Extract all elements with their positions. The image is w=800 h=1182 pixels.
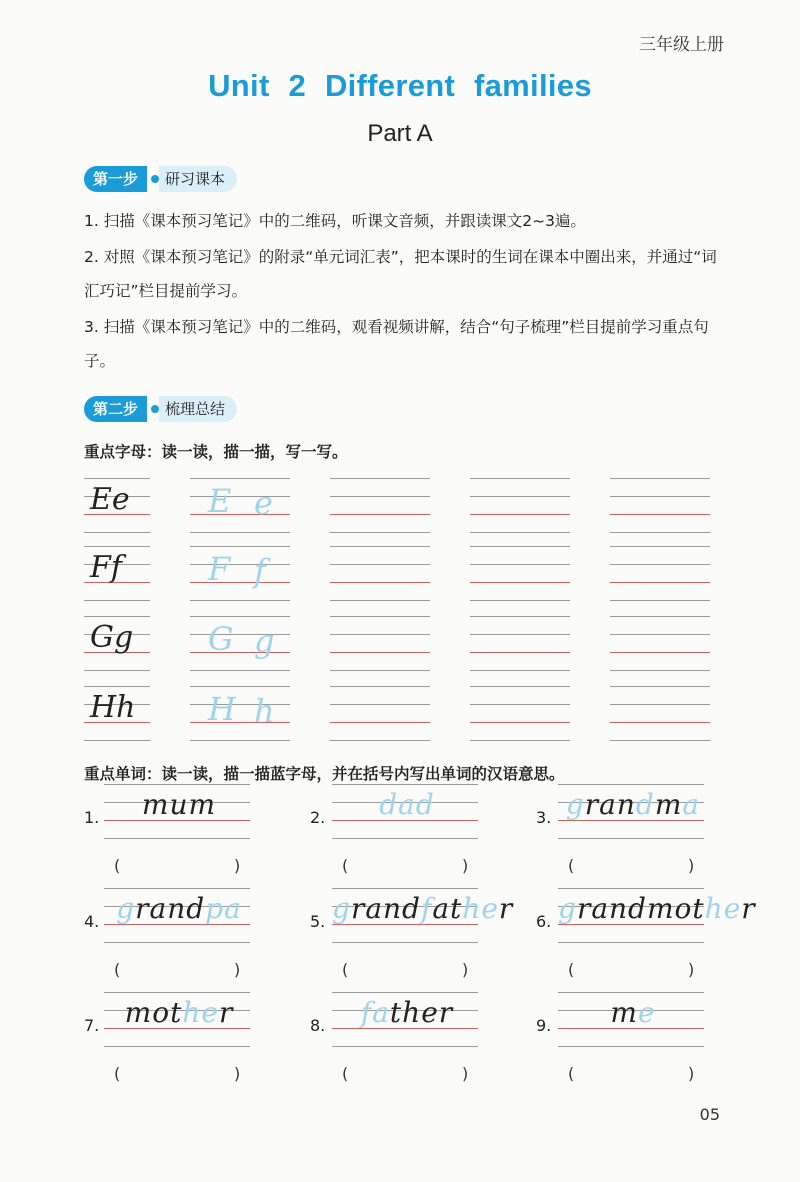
guide-line (470, 634, 570, 635)
guide-line (610, 496, 710, 497)
guide-line (190, 722, 290, 723)
answer-paren-open: ( (114, 1064, 121, 1083)
guide-line (190, 740, 290, 741)
guide-line (330, 478, 430, 479)
letter-writing-grid[interactable] (610, 616, 710, 670)
meaning-answer-blank[interactable] (128, 854, 228, 876)
guide-line (610, 686, 710, 687)
trace-uppercase: F (208, 550, 231, 588)
guide-line (470, 496, 570, 497)
answer-paren-close: ) (688, 1064, 695, 1083)
word-number: 1. (84, 808, 100, 827)
guide-line (84, 616, 150, 617)
letter-writing-grid[interactable] (610, 686, 710, 740)
step2-number: 第二步 (84, 396, 147, 422)
guide-line (332, 784, 478, 785)
guide-line (330, 616, 430, 617)
guide-line (190, 600, 290, 601)
step1-header (84, 166, 237, 192)
letter-trace-grid[interactable] (190, 546, 290, 600)
black-letters: rand (350, 892, 421, 925)
guide-line (190, 546, 290, 547)
bullet-icon (151, 405, 159, 413)
letter-trace-grid[interactable] (190, 686, 290, 740)
black-letters: at (432, 892, 463, 925)
blue-letters: fa (360, 996, 390, 1029)
black-letters: m (654, 788, 683, 821)
guide-line (104, 1046, 250, 1047)
words-instruction: 重点单词：读一读，描一描蓝字母，并在括号内写出单词的汉语意思。 (84, 765, 565, 783)
guide-line (332, 992, 478, 993)
word-trace-grid[interactable] (558, 888, 756, 942)
guide-line (84, 532, 150, 533)
word-trace-grid[interactable] (332, 784, 478, 838)
guide-line (332, 838, 478, 839)
answer-paren-open: ( (568, 1064, 575, 1083)
part-title: Part A (367, 120, 433, 147)
bullet-icon (151, 175, 159, 183)
guide-line (332, 1046, 478, 1047)
guide-line (190, 582, 290, 583)
guide-line (190, 478, 290, 479)
guide-line (190, 704, 290, 705)
letter-model-grid[interactable] (84, 546, 150, 600)
black-letters: mot (646, 892, 705, 925)
trace-lowercase: g (254, 622, 275, 660)
guide-line (610, 600, 710, 601)
letter-writing-grid[interactable] (330, 616, 430, 670)
guide-line (558, 888, 704, 889)
letter-trace-grid[interactable] (190, 478, 290, 532)
answer-paren-close: ) (688, 960, 695, 979)
guide-line (84, 670, 150, 671)
guide-line (104, 838, 250, 839)
guide-line (330, 704, 430, 705)
guide-line (470, 652, 570, 653)
unit-title: Unit 2 Different families (208, 68, 592, 103)
guide-line (330, 652, 430, 653)
letter-model: Ee (90, 482, 130, 517)
guide-line (470, 740, 570, 741)
guide-line (330, 686, 430, 687)
answer-paren-open: ( (114, 856, 121, 875)
step1-item: 3. 扫描《课本预习笔记》中的二维码，观看视频讲解，结合“句子梳理”栏目提前学习重点句子。 (84, 318, 709, 370)
guide-line (470, 478, 570, 479)
trace-word (558, 996, 708, 1029)
guide-line (104, 992, 250, 993)
guide-line (610, 634, 710, 635)
trace-word (332, 788, 482, 821)
guide-line (470, 670, 570, 671)
letter-writing-grid[interactable] (610, 546, 710, 600)
black-letters: r (218, 996, 234, 1029)
guide-line (330, 740, 430, 741)
guide-line (558, 784, 704, 785)
black-letters: r (498, 892, 514, 925)
guide-line (330, 546, 430, 547)
word-trace-grid[interactable] (332, 992, 478, 1046)
black-letters: rand (135, 892, 206, 925)
letter-writing-grid[interactable] (330, 546, 430, 600)
letter-model-grid[interactable] (84, 616, 150, 670)
answer-paren-close: ) (688, 856, 695, 875)
black-letters: ran (584, 788, 636, 821)
letter-model-grid[interactable] (84, 686, 150, 740)
guide-line (330, 496, 430, 497)
letter-writing-grid[interactable] (330, 478, 430, 532)
answer-paren-close: ) (462, 856, 469, 875)
guide-line (610, 532, 710, 533)
letter-model: Hh (90, 690, 136, 725)
guide-line (610, 652, 710, 653)
guide-line (558, 942, 704, 943)
guide-line (558, 1046, 704, 1047)
meaning-answer-blank[interactable] (582, 854, 682, 876)
answer-paren-open: ( (342, 960, 349, 979)
word-trace-grid[interactable] (558, 992, 704, 1046)
word-number: 3. (536, 808, 552, 827)
word-number: 4. (84, 912, 100, 931)
word-trace-grid[interactable] (104, 888, 250, 942)
guide-line (470, 616, 570, 617)
letter-model: Ff (90, 550, 122, 585)
letters-instruction: 重点字母：读一读，描一描，写一写。 (84, 443, 348, 461)
black-letters: the (389, 996, 439, 1029)
guide-line (470, 686, 570, 687)
black-letters: r (741, 892, 756, 925)
meaning-answer-blank[interactable] (128, 958, 228, 980)
word-number: 6. (536, 912, 552, 931)
blue-letters: he (182, 996, 219, 1029)
guide-line (330, 634, 430, 635)
word-number: 7. (84, 1016, 100, 1035)
guide-line (190, 532, 290, 533)
guide-line (330, 670, 430, 671)
letter-writing-grid[interactable] (330, 686, 430, 740)
guide-line (470, 532, 570, 533)
letter-writing-grid[interactable] (470, 616, 570, 670)
step1-title: 研习课本 (159, 166, 237, 192)
guide-line (330, 532, 430, 533)
guide-line (558, 992, 704, 993)
step1-item: 1. 扫描《课本预习笔记》中的二维码，听课文音频，并跟读课文2~3遍。 (84, 212, 586, 230)
guide-line (610, 616, 710, 617)
guide-line (190, 634, 290, 635)
blue-letters: d (635, 788, 655, 821)
guide-line (190, 514, 290, 515)
letter-writing-grid[interactable] (470, 546, 570, 600)
meaning-answer-blank[interactable] (356, 958, 456, 980)
answer-paren-open: ( (568, 960, 575, 979)
meaning-answer-blank[interactable] (356, 1062, 456, 1084)
guide-line (190, 564, 290, 565)
word-number: 9. (536, 1016, 552, 1035)
trace-word (104, 892, 254, 925)
trace-word (332, 892, 514, 925)
letter-model: Gg (90, 620, 134, 655)
guide-line (190, 616, 290, 617)
answer-paren-close: ) (462, 960, 469, 979)
guide-line (190, 652, 290, 653)
guide-line (84, 546, 150, 547)
word-trace-grid[interactable] (104, 784, 250, 838)
blue-letters: dad (379, 788, 435, 821)
letter-model-grid[interactable] (84, 478, 150, 532)
letter-writing-grid[interactable] (470, 478, 570, 532)
trace-word (558, 788, 708, 821)
guide-line (610, 546, 710, 547)
guide-line (470, 582, 570, 583)
answer-paren-close: ) (234, 856, 241, 875)
guide-line (610, 514, 710, 515)
trace-lowercase: f (254, 552, 266, 590)
guide-line (332, 942, 478, 943)
guide-line (84, 478, 150, 479)
trace-uppercase: H (208, 690, 236, 728)
word-number: 5. (310, 912, 326, 931)
guide-line (470, 514, 570, 515)
blue-letters: g (558, 892, 577, 925)
blue-letters: g (565, 788, 585, 821)
guide-line (104, 888, 250, 889)
blue-letters: f (420, 892, 433, 925)
word-number: 2. (310, 808, 326, 827)
step1-item: 2. 对照《课本预习笔记》的附录“单元词汇表”，把本课时的生词在课本中圈出来，并通过“词汇巧记”栏目提前学习。 (84, 248, 717, 300)
guide-line (84, 686, 150, 687)
trace-word (104, 788, 254, 821)
answer-paren-open: ( (568, 856, 575, 875)
letter-trace-grid[interactable] (190, 616, 290, 670)
guide-line (470, 600, 570, 601)
blue-letters: g (332, 892, 351, 925)
blue-letters: e (637, 996, 656, 1029)
guide-line (558, 838, 704, 839)
guide-line (330, 514, 430, 515)
guide-line (610, 478, 710, 479)
blue-letters: he (704, 892, 742, 925)
guide-line (190, 496, 290, 497)
step2-header (84, 396, 237, 422)
guide-line (330, 582, 430, 583)
letter-writing-grid[interactable] (470, 686, 570, 740)
trace-word (332, 996, 482, 1029)
guide-line (470, 704, 570, 705)
guide-line (610, 722, 710, 723)
word-trace-grid[interactable] (558, 784, 704, 838)
guide-line (330, 600, 430, 601)
trace-word (558, 892, 756, 925)
meaning-answer-blank[interactable] (356, 854, 456, 876)
trace-uppercase: E (208, 482, 232, 520)
meaning-answer-blank[interactable] (128, 1062, 228, 1084)
answer-paren-close: ) (234, 960, 241, 979)
guide-line (610, 740, 710, 741)
black-letters: mot (124, 996, 183, 1029)
black-letters: r (438, 996, 454, 1029)
answer-paren-open: ( (114, 960, 121, 979)
guide-line (84, 740, 150, 741)
meaning-answer-blank[interactable] (582, 1062, 682, 1084)
blue-letters: he (462, 892, 499, 925)
trace-lowercase: h (254, 692, 275, 730)
black-letters: rand (576, 892, 647, 925)
word-trace-grid[interactable] (104, 992, 250, 1046)
black-letters: m (610, 996, 638, 1029)
blue-letters: pa (205, 892, 242, 925)
letter-writing-grid[interactable] (610, 478, 710, 532)
page-number: 05 (699, 1105, 720, 1124)
blue-letters: g (116, 892, 136, 925)
guide-line (610, 704, 710, 705)
guide-line (330, 564, 430, 565)
word-number: 8. (310, 1016, 326, 1035)
guide-line (610, 564, 710, 565)
step2-title: 梳理总结 (159, 396, 237, 422)
guide-line (610, 582, 710, 583)
guide-line (190, 686, 290, 687)
answer-paren-close: ) (462, 1064, 469, 1083)
guide-line (610, 670, 710, 671)
answer-paren-open: ( (342, 1064, 349, 1083)
answer-paren-open: ( (342, 856, 349, 875)
guide-line (104, 784, 250, 785)
blue-letters: a (682, 788, 701, 821)
trace-lowercase: e (254, 484, 273, 522)
guide-line (190, 670, 290, 671)
grade-label: 三年级上册 (639, 35, 724, 55)
guide-line (104, 942, 250, 943)
answer-paren-close: ) (234, 1064, 241, 1083)
trace-uppercase: G (208, 620, 234, 658)
guide-line (470, 564, 570, 565)
guide-line (470, 546, 570, 547)
step1-number: 第一步 (84, 166, 147, 192)
word-trace-grid[interactable] (332, 888, 514, 942)
guide-line (330, 722, 430, 723)
guide-line (84, 600, 150, 601)
guide-line (332, 888, 478, 889)
trace-word (104, 996, 254, 1029)
meaning-answer-blank[interactable] (582, 958, 682, 980)
black-letters: mum (141, 788, 217, 821)
guide-line (470, 722, 570, 723)
